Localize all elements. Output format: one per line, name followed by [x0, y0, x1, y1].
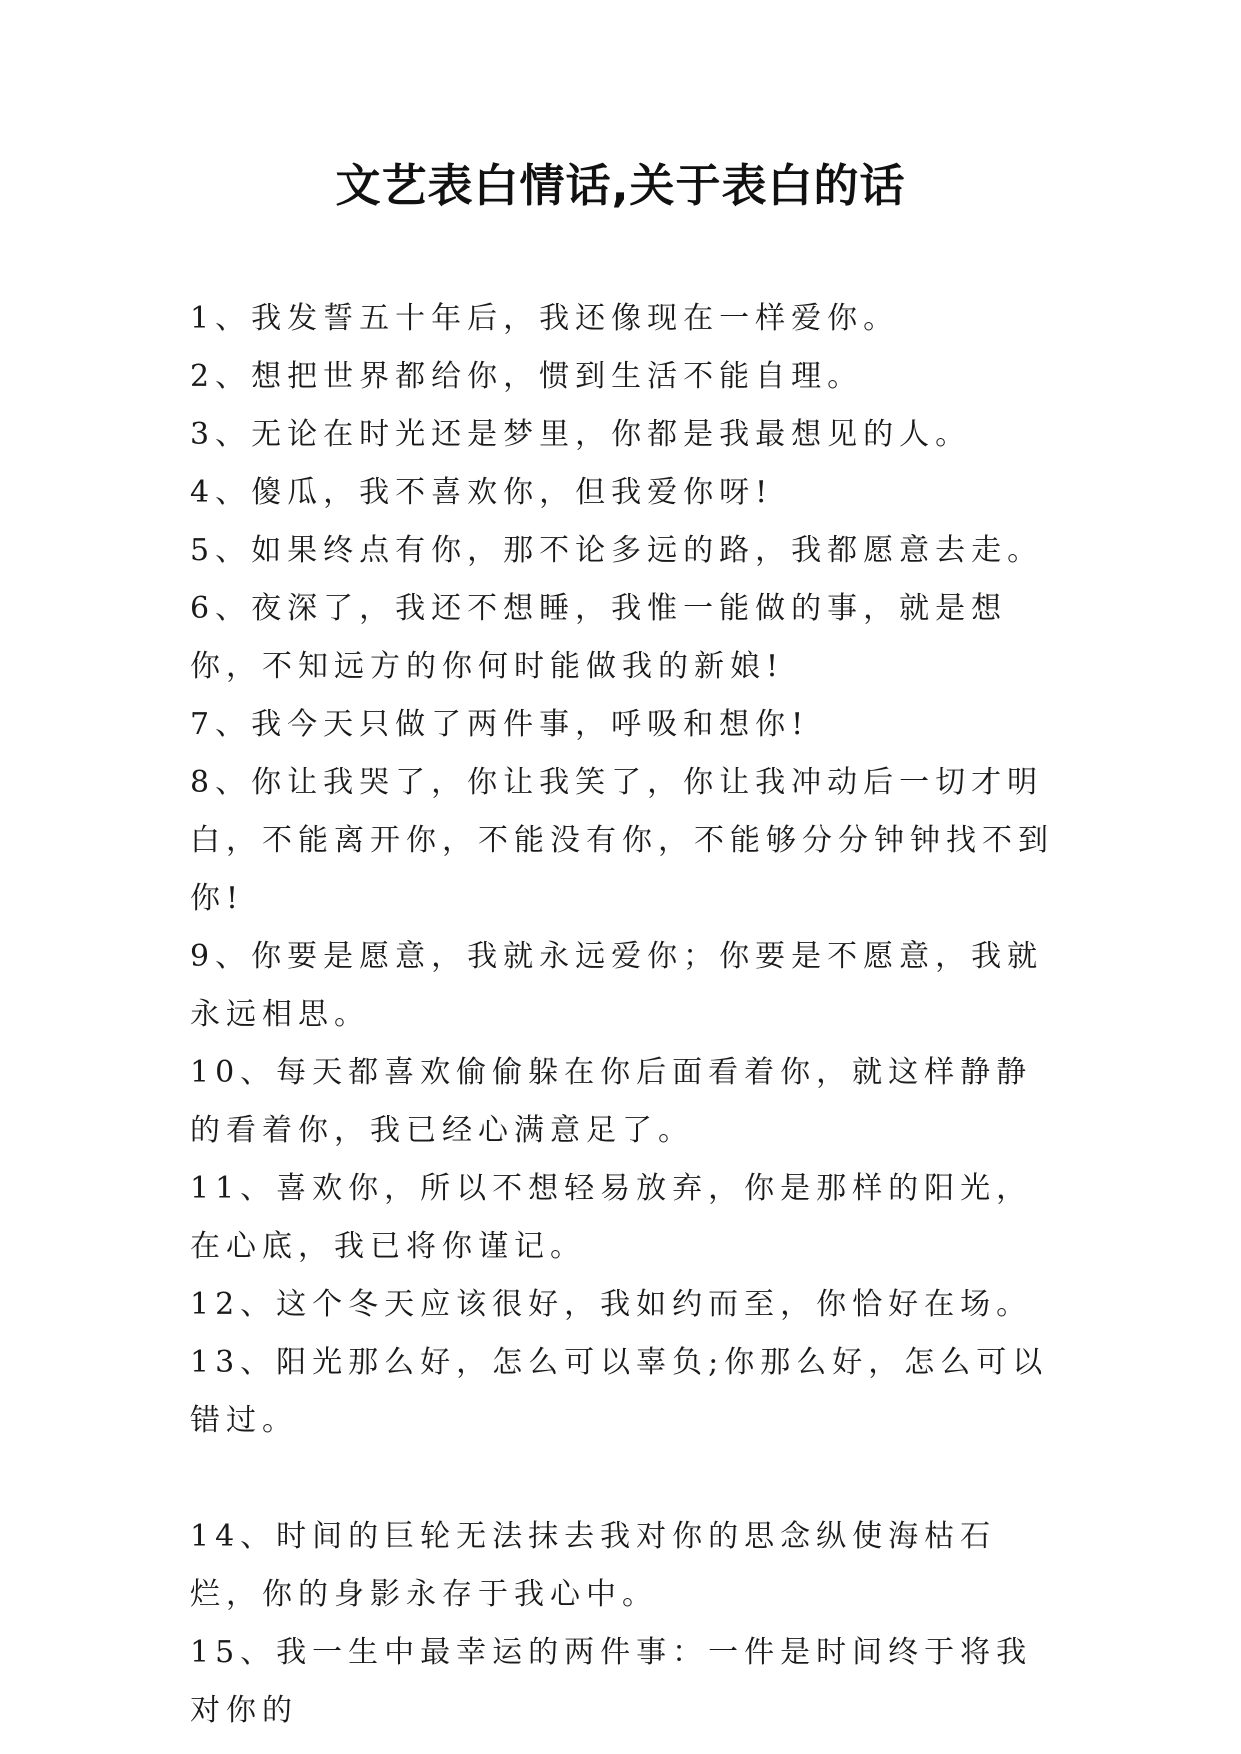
list-item: 8、你让我哭了，你让我笑了，你让我冲动后一切才明白，不能离开你，不能没有你，不能够分分钟钟找不到你! [190, 765, 1054, 916]
list-item: 12、这个冬天应该很好，我如约而至，你恰好在场。 [190, 1287, 1033, 1322]
list-item: 4、傻瓜，我不喜欢你，但我爱你呀! [190, 475, 774, 510]
list-item: 6、夜深了，我还不想睡，我惟一能做的事，就是想你，不知远方的你何时能做我的新娘! [190, 591, 1008, 684]
list-item: 10、每天都喜欢偷偷躲在你后面看着你，就这样静静的看着你，我已经心满意足了。 [190, 1055, 1033, 1148]
list-item: 1、我发誓五十年后，我还像现在一样爱你。 [190, 301, 900, 336]
list-item: 13、阳光那么好，怎么可以辜负;你那么好，怎么可以错过。 [190, 1345, 1049, 1438]
list-item: 7、我今天只做了两件事，呼吸和想你! [190, 707, 810, 742]
list-item: 14、时间的巨轮无法抹去我对你的思念纵使海枯石烂，你的身影永存于我心中。 [190, 1519, 997, 1612]
list-item: 9、你要是愿意，我就永远爱你；你要是不愿意，我就永远相思。 [190, 939, 1044, 1032]
page-title: 文艺表白情话,关于表白的话 [335, 159, 906, 212]
list-item: 5、如果终点有你，那不论多远的路，我都愿意去走。 [190, 533, 1044, 568]
document-body [190, 290, 1060, 1740]
list-item: 11、喜欢你，所以不想轻易放弃，你是那样的阳光，在心底，我已将你谨记。 [190, 1171, 1033, 1264]
list-item: 15、我一生中最幸运的两件事：一件是时间终于将我对你的 [190, 1635, 1033, 1728]
list-item: 3、无论在时光还是梦里，你都是我最想见的人。 [190, 417, 972, 452]
list-item: 2、想把世界都给你，惯到生活不能自理。 [190, 359, 864, 394]
